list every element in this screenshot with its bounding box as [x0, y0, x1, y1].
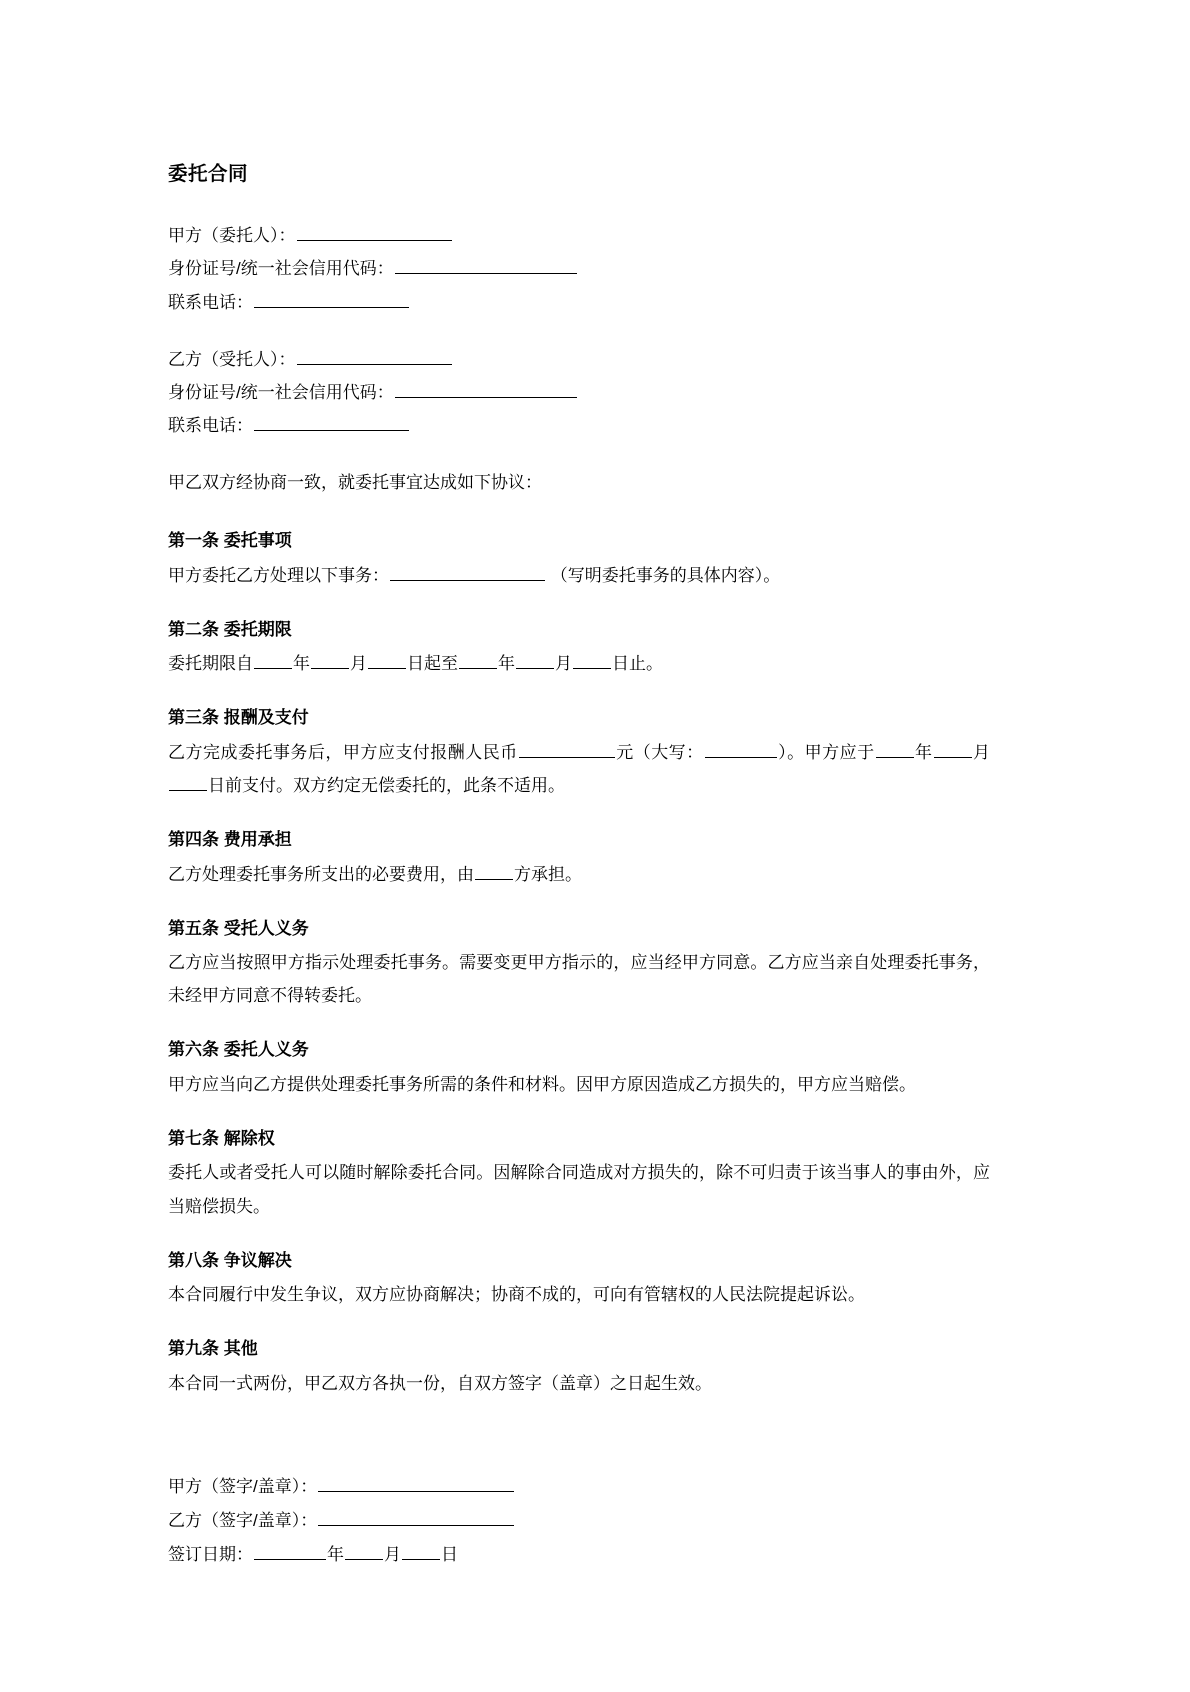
clause-8-title: 第八条 争议解决 — [168, 1250, 292, 1270]
clause-2-body — [168, 647, 990, 680]
clause-3-text-2: 元（大写： — [615, 742, 704, 762]
clause-2-text-3: 月 — [350, 654, 367, 674]
clause-3-amount-words-blank[interactable] — [705, 740, 777, 758]
clause-2-text-6: 月 — [555, 654, 572, 674]
signature-party-a-label: 甲方（签字/盖章）： — [168, 1476, 318, 1496]
clause-8 — [168, 1245, 990, 1312]
clause-5 — [168, 913, 990, 1013]
clause-1-suffix: （写明委托事务的具体内容）。 — [550, 565, 781, 585]
clause-2-start-year-blank[interactable] — [254, 651, 292, 669]
clause-3-text-1: 乙方完成委托事务后，甲方应支付报酬人民币 — [168, 742, 518, 762]
clause-9 — [168, 1333, 990, 1400]
clause-3-pay-month-blank[interactable] — [934, 740, 972, 758]
clause-2-text-7: 日止。 — [612, 654, 663, 674]
clause-3-text-6: 日前支付。双方约定无偿委托的，此条不适用。 — [208, 775, 565, 795]
clause-3-pay-year-blank[interactable] — [876, 740, 914, 758]
page-title: 委托合同 — [168, 163, 249, 185]
clause-4-body — [168, 858, 990, 891]
party-a-block — [168, 219, 990, 318]
party-b-block — [168, 343, 990, 442]
clause-4-bearer-blank[interactable] — [475, 862, 513, 880]
clause-7-title: 第七条 解除权 — [168, 1128, 275, 1148]
party-b-name-line — [168, 343, 990, 376]
clause-2-end-month-blank[interactable] — [516, 651, 554, 669]
clause-1-body — [168, 559, 990, 592]
signature-date-label: 签订日期： — [168, 1544, 253, 1564]
clause-1-prefix: 甲方委托乙方处理以下事务： — [168, 565, 389, 585]
clause-1-matter-blank[interactable] — [390, 563, 545, 581]
party-a-phone-blank[interactable] — [254, 290, 409, 308]
party-b-name-label: 乙方（受托人）： — [168, 349, 296, 369]
party-a-phone-label: 联系电话： — [168, 292, 253, 312]
signature-date-month-blank[interactable] — [345, 1542, 383, 1560]
clause-3-title: 第三条 报酬及支付 — [168, 708, 309, 728]
clause-9-body: 本合同一式两份，甲乙双方各执一份，自双方签字（盖章）之日起生效。 — [168, 1373, 712, 1393]
clause-7 — [168, 1123, 990, 1223]
signature-party-a-blank[interactable] — [318, 1474, 514, 1492]
clause-8-body: 本合同履行中发生争议，双方应协商解决；协商不成的，可向有管辖权的人民法院提起诉讼。 — [168, 1285, 865, 1305]
party-a-id-line — [168, 252, 990, 285]
party-a-name-line — [168, 219, 990, 252]
party-a-id-label: 身份证号/统一社会信用代码： — [168, 259, 394, 279]
clause-3-pay-day-blank[interactable] — [169, 773, 207, 791]
clause-3-text-3: ）。甲方应于 — [777, 742, 875, 762]
clause-6-title: 第六条 委托人义务 — [168, 1040, 309, 1060]
party-b-id-label: 身份证号/统一社会信用代码： — [168, 382, 394, 402]
clause-2-end-day-blank[interactable] — [573, 651, 611, 669]
party-a-phone-line — [168, 286, 990, 319]
signature-block — [168, 1470, 990, 1572]
signature-date-year-label: 年 — [327, 1544, 344, 1564]
intro-paragraph: 甲乙双方经协商一致，就委托事宜达成如下协议： — [168, 473, 542, 493]
party-a-id-blank[interactable] — [395, 256, 577, 274]
party-b-name-blank[interactable] — [297, 347, 452, 365]
signature-party-b-blank[interactable] — [318, 1508, 514, 1526]
clause-4-text-1: 乙方处理委托事务所支出的必要费用，由 — [168, 864, 474, 884]
clause-2 — [168, 614, 990, 681]
party-a-name-label: 甲方（委托人）： — [168, 226, 296, 246]
clause-2-start-month-blank[interactable] — [311, 651, 349, 669]
signature-spacer — [168, 1422, 990, 1436]
clause-4-title: 第四条 费用承担 — [168, 830, 292, 850]
clause-7-body: 委托人或者受托人可以随时解除委托合同。因解除合同造成对方损失的，除不可归责于该当事人的事由外，应当赔偿损失。 — [168, 1163, 990, 1216]
party-b-phone-blank[interactable] — [254, 413, 409, 431]
clause-3-body — [168, 736, 990, 802]
clause-3 — [168, 702, 990, 802]
clause-3-text-4: 年 — [914, 742, 933, 762]
clause-2-end-year-blank[interactable] — [459, 651, 497, 669]
clause-2-text-1: 委托期限自 — [168, 654, 253, 674]
clause-1 — [168, 525, 990, 592]
party-a-name-blank[interactable] — [297, 223, 452, 241]
clause-4 — [168, 824, 990, 891]
signature-date-day-blank[interactable] — [402, 1542, 440, 1560]
clause-2-text-4: 日起至 — [407, 654, 458, 674]
signature-date-year-blank[interactable] — [254, 1542, 326, 1560]
clause-2-title: 第二条 委托期限 — [168, 619, 292, 639]
signature-date-day-label: 日 — [441, 1544, 458, 1564]
clause-5-title: 第五条 受托人义务 — [168, 918, 309, 938]
clause-2-text-2: 年 — [293, 654, 310, 674]
signature-date-line — [168, 1538, 990, 1572]
clause-1-title: 第一条 委托事项 — [168, 531, 292, 551]
clause-6 — [168, 1034, 990, 1101]
party-b-phone-label: 联系电话： — [168, 415, 253, 435]
clause-6-body: 甲方应当向乙方提供处理委托事务所需的条件和材料。因甲方原因造成乙方损失的，甲方应当赔偿。 — [168, 1074, 916, 1094]
clause-3-amount-blank[interactable] — [519, 740, 615, 758]
clause-2-text-5: 年 — [498, 654, 515, 674]
signature-party-b-label: 乙方（签字/盖章）： — [168, 1510, 318, 1530]
clause-4-text-2: 方承担。 — [514, 864, 582, 884]
party-b-id-blank[interactable] — [395, 380, 577, 398]
party-b-id-line — [168, 376, 990, 409]
party-b-phone-line — [168, 409, 990, 442]
clause-5-body: 乙方应当按照甲方指示处理委托事务。需要变更甲方指示的，应当经甲方同意。乙方应当亲自处理委托事务，未经甲方同意不得转委托。 — [168, 953, 990, 1006]
clause-9-title: 第九条 其他 — [168, 1339, 258, 1359]
signature-party-b-line — [168, 1504, 990, 1538]
signature-party-a-line — [168, 1470, 990, 1504]
clause-3-text-5: 月 — [972, 742, 991, 762]
signature-date-month-label: 月 — [384, 1544, 401, 1564]
clause-2-start-day-blank[interactable] — [368, 651, 406, 669]
